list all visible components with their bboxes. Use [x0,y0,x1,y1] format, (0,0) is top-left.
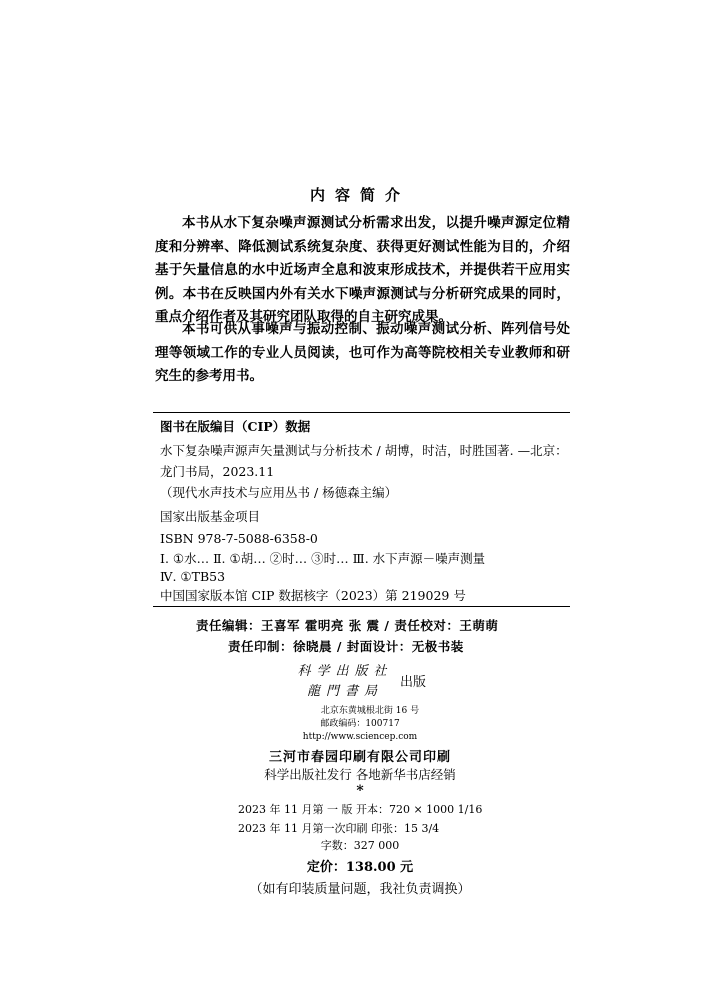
publisher-postcode: 邮政编码：100717 [320,719,400,729]
publish-word: 出版 [400,675,427,690]
cip-bottom-rule [153,606,570,607]
cip-fund: 国家出版基金项目 [160,509,261,524]
intro-paragraph-1: 本书从水下复杂噪声源测试分析需求出发，以提升噪声源定位精度和分辨率、降低测试系统复杂度、获得更好测试性能为目的，介绍基于矢量信息的水中近场声全息和波束形成技术，并提供若干应用实例。本书在反映国内外有关水下噪声源测试与分析研究成果的同时，重点介绍作者及其研究团队取得的自主研究成果。 [155,215,570,325]
publisher-name-science-press: 科学出版社 [297,664,393,679]
printer-line: 三河市春园印刷有限公司印刷 [268,750,451,765]
publisher-address: 北京东黄城根北街 16 号 [320,706,420,716]
separator-star: * [356,783,364,799]
cip-isbn: ISBN 978-7-5088-6358-0 [160,531,318,546]
edition-line-2: 2023 年 11 月第一次印刷 印张：15 3/4 [238,822,440,835]
credits-editors: 责任编辑：王喜军 霍明亮 张 震 / 责任校对：王萌萌 [196,618,499,633]
publisher-logos [290,662,400,702]
edition-line-1: 2023 年 11 月第 一 版 开本：720 × 1000 1/16 [238,803,483,816]
word-count: 字数：327 000 [320,839,400,852]
cip-classification-2: Ⅳ. ①TB53 [160,569,226,584]
cip-heading: 图书在版编目（CIP）数据 [160,419,311,434]
distribution-line: 科学出版社发行 各地新华书店经销 [264,767,456,782]
publisher-website: http://www.sciencep.com [302,732,418,742]
cip-number: 中国国家版本馆 CIP 数据核字（2023）第 219029 号 [160,588,466,603]
cip-top-rule [153,412,570,413]
quality-notice: （如有印装质量问题，我社负责调换） [249,882,471,897]
cip-series: （现代水声技术与应用丛书 / 杨德森主编） [160,485,398,500]
intro-title: 内容简介 [309,186,410,204]
intro-paragraph-2: 本书可供从事噪声与振动控制、振动噪声测试分析、阵列信号处理等领域工作的专业人员阅读，也可作为高等院校相关专业教师和研究生的参考用书。 [155,321,570,384]
credits-production: 责任印制：徐晓晨 / 封面设计：无极书装 [228,639,464,654]
cip-classification-1: Ⅰ. ①水… Ⅱ. ①胡… ②时… ③时… Ⅲ. 水下声源－噪声测量 [160,551,486,566]
cip-main-entry: 水下复杂噪声源声矢量测试与分析技术 / 胡博，时洁，时胜国著. —北京：龙门书局，2023.11 [160,443,568,479]
price: 定价：138.00 元 [306,860,414,875]
publisher-name-longmen: 龍門書局 [306,684,383,699]
